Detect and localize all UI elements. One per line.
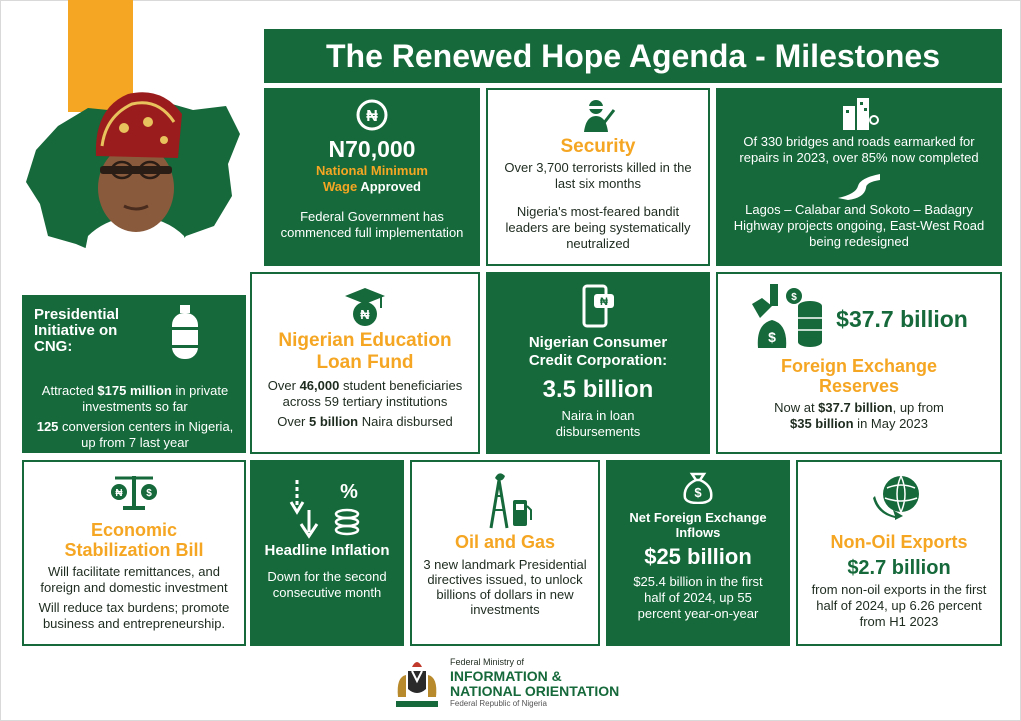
stabilization-title: Economic Stabilization Bill [64, 520, 204, 560]
mobile-naira-icon [578, 284, 618, 328]
svg-text:$: $ [146, 488, 152, 499]
infra-line1: Of 330 bridges and roads earmarked for repairs in 2023, over 85% now completed [739, 134, 979, 165]
svg-text:₦: ₦ [360, 307, 370, 322]
president-portrait [66, 86, 206, 276]
gas-cylinder-icon [168, 305, 202, 361]
stabilization-line1: Will facilitate remittances, and foreign and domestic investment [40, 564, 228, 595]
reserves-title: Foreign Exchange Reserves [780, 356, 938, 396]
consumer-credit-card [486, 272, 710, 454]
reserves-desc: Now at $37.7 billion, up from $35 billion in May 2023 [774, 400, 944, 431]
graduation-cap-icon [343, 286, 387, 328]
footer-logo [392, 654, 652, 712]
globe-arrow-icon [873, 470, 925, 520]
wage-desc: Federal Government has commenced full implementation [280, 209, 464, 240]
security-line2: Nigeria's most-feared bandit leaders are being systematically neutralized [505, 204, 691, 251]
cng-title: Presidential Initiative on CNG: [34, 306, 120, 355]
svg-text:₦: ₦ [366, 108, 378, 125]
cng-line1: Attracted $175 million in private investments so far [41, 383, 229, 414]
wage-amount: N70,000 [328, 136, 416, 162]
naira-coin-icon [355, 98, 389, 132]
education-title: Nigerian Education Loan Fund [278, 330, 452, 373]
minimum-wage-card [264, 88, 480, 266]
cng-line2: 125 conversion centers in Nigeria, up from 7 last year [36, 419, 234, 450]
inflows-amount: $25 billion [644, 544, 752, 569]
inflation-card [250, 460, 404, 646]
credit-amount: 3.5 billion [542, 376, 654, 403]
inflows-desc: $25.4 billion in the first half of 2024, up 55 percent year-on-year [633, 574, 763, 621]
oil-gas-card [410, 460, 600, 646]
inflation-title: Headline Inflation [264, 542, 390, 559]
footer-line4: Federal Republic of Nigeria [450, 699, 547, 708]
buildings-icon [839, 96, 879, 130]
svg-text:₦: ₦ [115, 488, 123, 499]
road-icon [836, 170, 882, 200]
oil-desc: 3 new landmark Presidential directives issued, to unlock billions of dollars in new investments [423, 557, 587, 617]
infra-line2: Lagos – Calabar and Sokoto – Badagry Highway projects ongoing, East-West Road being redesigned [733, 202, 985, 249]
nonoil-title: Non-Oil Exports [830, 532, 968, 552]
svg-text:$: $ [791, 292, 797, 303]
fx-reserves-card [716, 272, 1002, 454]
credit-desc: Naira in loan disbursements [555, 408, 641, 439]
footer-line2: INFORMATION & [450, 668, 562, 684]
cng-card [22, 295, 246, 453]
stabilization-card [22, 460, 246, 646]
security-line1: Over 3,700 terrorists killed in the last six months [504, 160, 692, 191]
credit-title: Nigerian Consumer Credit Corporation: [528, 334, 668, 369]
education-line2: Over 5 billion Naira disbursed [277, 414, 453, 429]
svg-text:$: $ [768, 329, 777, 345]
security-title: Security [560, 136, 636, 157]
security-card [486, 88, 710, 266]
footer-line1: Federal Ministry of [450, 657, 525, 667]
percent-down-icon [287, 476, 367, 540]
education-card [250, 272, 480, 454]
title-banner [264, 29, 1002, 83]
inflation-desc: Down for the second consecutive month [267, 569, 387, 600]
nonoil-desc: from non-oil exports in the first half of 2024, up 6.26 percent from H1 2023 [811, 582, 987, 629]
svg-text:%: % [340, 481, 358, 503]
nonoil-amount: $2.7 billion [847, 557, 951, 579]
page-title: The Renewed Hope Agenda - Milestones [325, 37, 940, 74]
oil-rig-icon [477, 470, 533, 530]
infrastructure-card [716, 88, 1002, 266]
svg-text:₦: ₦ [600, 296, 608, 308]
dollar-bag-icon [681, 470, 715, 504]
inflows-title: Net Foreign Exchange Inflows [629, 510, 767, 540]
reserves-amount: $37.7 billion [836, 305, 968, 332]
non-oil-exports-card [796, 460, 1002, 646]
stabilization-line2: Will reduce tax burdens; promote business and entrepreneurship. [38, 600, 230, 631]
oil-title: Oil and Gas [454, 532, 556, 552]
fx-inflows-card [606, 460, 790, 646]
soldier-icon [580, 98, 616, 134]
footer-line3: NATIONAL ORIENTATION [450, 683, 620, 699]
money-bag-icon [750, 284, 826, 354]
svg-text:$: $ [694, 485, 702, 500]
education-line1: Over 46,000 student beneficiaries across 59 tertiary institutions [267, 378, 463, 409]
scales-icon [109, 472, 159, 510]
coat-of-arms-icon [392, 657, 442, 709]
wage-label: National Minimum Wage Approved [316, 163, 428, 194]
